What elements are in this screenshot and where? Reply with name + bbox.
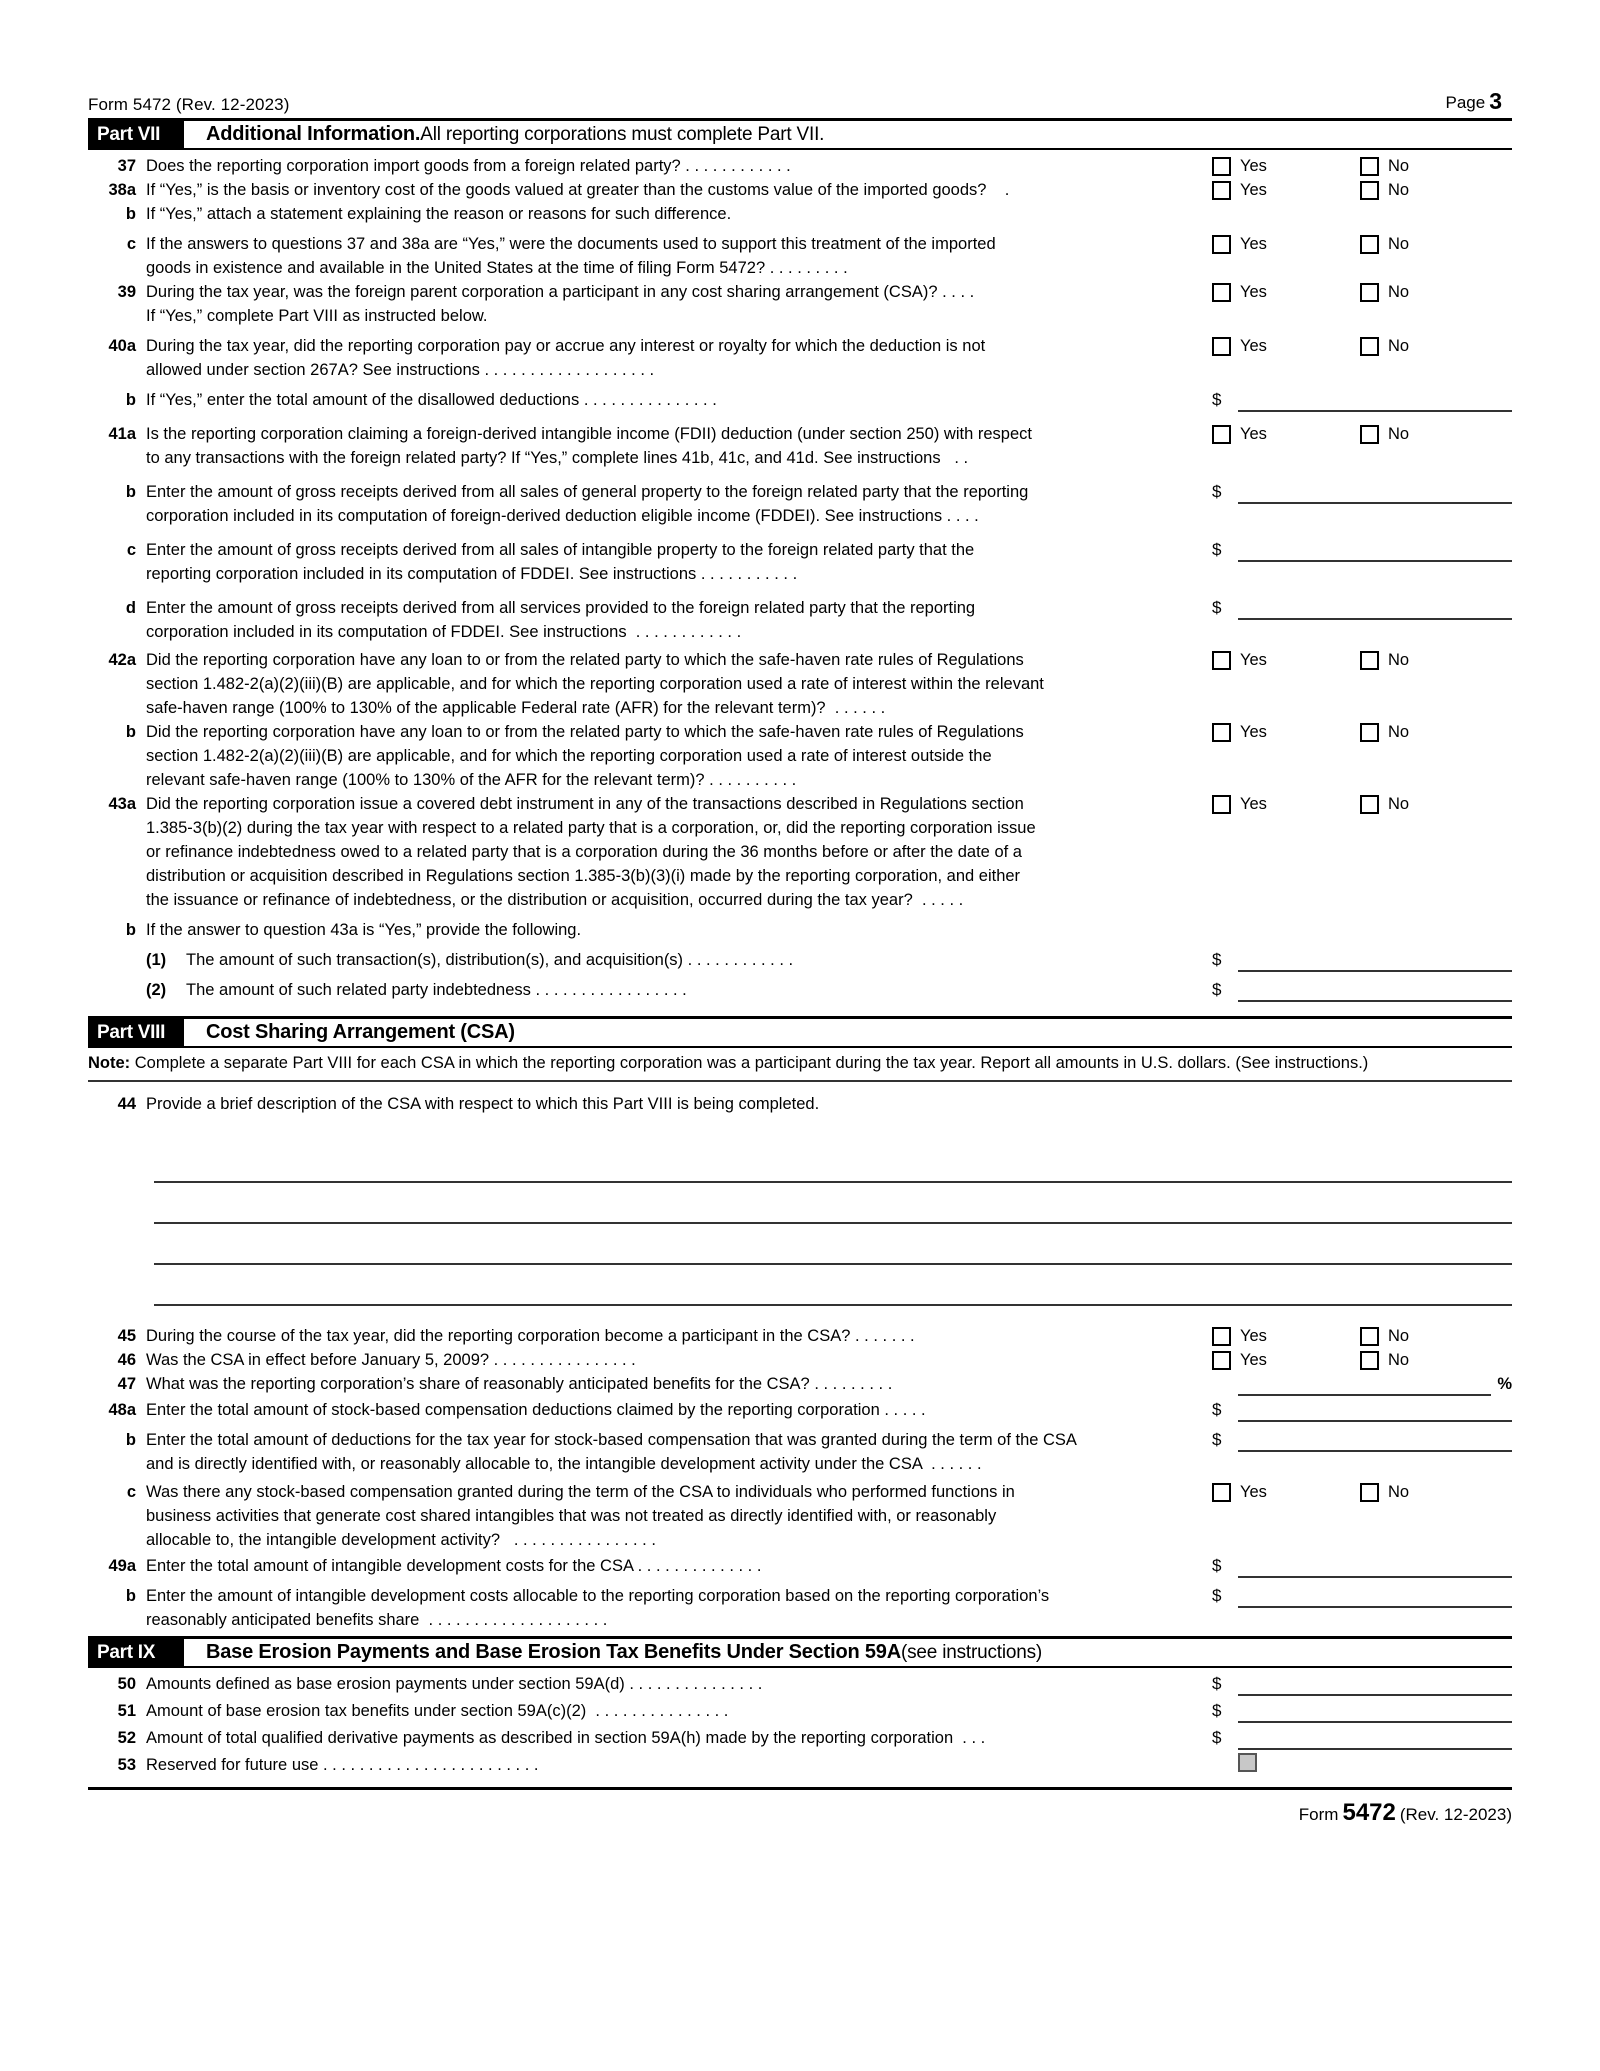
checkbox-icon[interactable] xyxy=(1360,425,1379,444)
line-39-number: 39 xyxy=(117,283,136,301)
line-41c xyxy=(88,538,1512,586)
line-40a-text-1: During the tax year, did the reporting corporation pay or accrue any interest or royalty for which the deduction is not xyxy=(146,337,986,355)
line-43b-text: If the answer to question 43a is “Yes,” provide the following. xyxy=(146,921,582,939)
line-44-writein-3[interactable] xyxy=(154,1224,1512,1265)
line-51 xyxy=(88,1699,1512,1723)
line-38a-text: If “Yes,” is the basis or inventory cost of the goods valued at greater than the customs value of the imported goods? . xyxy=(146,181,1010,199)
line-41d-number: d xyxy=(125,599,136,617)
line-46-answers xyxy=(1212,1348,1512,1372)
line-42a-text-2: section 1.482-2(a)(2)(iii)(B) are applicable, and for which the reporting corporation used a rate of interest within the relevant xyxy=(146,675,1044,693)
line-48a-number: 48a xyxy=(108,1401,136,1419)
line-38a-no[interactable]: No xyxy=(1360,178,1508,202)
dollar-sign: $ xyxy=(1212,980,1222,999)
line-40b-number: b xyxy=(125,391,136,409)
line-48c-text-3: allocable to, the intangible development activity? . . . . . . . . . . . . . . . . xyxy=(146,1531,656,1549)
checkbox-icon[interactable] xyxy=(1360,651,1379,670)
line-43a-text-5: the issuance or refinance of indebtedness, or the distribution or acquisition, occurred during the tax year? . . . . . xyxy=(146,891,964,909)
line-44-writein-4[interactable] xyxy=(154,1265,1512,1306)
line-46-text: Was the CSA in effect before January 5, 2009? . . . . . . . . . . . . . . . . xyxy=(146,1351,636,1369)
line-49b-amount xyxy=(1212,1584,1512,1608)
line-41d-input[interactable] xyxy=(1238,601,1512,620)
line-41d-text-2: corporation included in its computation of FDDEI. See instructions . . . . . . . . . . . . xyxy=(146,623,742,641)
line-48b xyxy=(88,1428,1512,1476)
line-40a-answers xyxy=(1212,334,1512,358)
line-40b-input[interactable] xyxy=(1238,393,1512,412)
checkbox-icon[interactable] xyxy=(1360,283,1379,302)
line-49a-number: 49a xyxy=(108,1557,136,1575)
line-38a-yes[interactable]: Yes xyxy=(1212,178,1360,202)
checkbox-icon[interactable] xyxy=(1212,1483,1231,1502)
line-41a-number: 41a xyxy=(108,425,136,443)
checkbox-icon[interactable] xyxy=(1212,157,1231,176)
line-49a-amount xyxy=(1212,1554,1512,1578)
line-43a-yes[interactable]: Yes xyxy=(1212,792,1360,816)
line-41c-input[interactable] xyxy=(1238,543,1512,562)
spacer xyxy=(88,1002,1512,1016)
line-46-yes[interactable]: Yes xyxy=(1212,1348,1360,1372)
line-39-subtext: If “Yes,” complete Part VIII as instructed below. xyxy=(146,307,488,325)
line-49a-input[interactable] xyxy=(1238,1559,1512,1578)
part-viii-title: Cost Sharing Arrangement (CSA) xyxy=(206,1021,515,1043)
part-viii-banner xyxy=(88,1016,1512,1048)
line-48a-text: Enter the total amount of stock-based compensation deductions claimed by the reporting corporation . . . . . xyxy=(146,1401,926,1419)
dollar-sign: $ xyxy=(1212,482,1222,501)
line-43b-1 xyxy=(88,948,1512,972)
reserved-checkbox-icon xyxy=(1238,1753,1257,1772)
line-47 xyxy=(88,1372,1512,1396)
line-43b-2-input[interactable] xyxy=(1238,983,1512,1002)
line-37-leader: . . . . . . . . . . . . xyxy=(685,157,791,175)
line-44-writein-2[interactable] xyxy=(154,1183,1512,1224)
line-44-text: Provide a brief description of the CSA with respect to which this Part VIII is being completed. xyxy=(146,1095,820,1113)
line-42a-number: 42a xyxy=(108,651,136,669)
line-38c-text-2: goods in existence and available in the United States at the time of filing Form 5472? . . . . . . . . . xyxy=(146,259,848,277)
line-43a-text-2: 1.385-3(b)(2) during the tax year with respect to a related party that is a corporation, or, did the reporting corporation issue xyxy=(146,819,1036,837)
line-49b-text-2: reasonably anticipated benefits share . . . . . . . . . . . . . . . . . . . . xyxy=(146,1611,608,1629)
line-48c-number: c xyxy=(126,1483,136,1501)
form-identifier: Form 5472 (Rev. 12-2023) xyxy=(88,95,290,114)
line-41b-amount xyxy=(1212,480,1512,504)
spacer xyxy=(88,1116,1512,1142)
line-37-number: 37 xyxy=(117,157,136,175)
checkbox-icon[interactable] xyxy=(1212,795,1231,814)
spacer xyxy=(88,1777,1512,1787)
line-39-answers xyxy=(1212,280,1512,304)
line-43a-text-3: or refinance indebtedness owed to a related party that is a corporation during the 36 months before or after the date of a xyxy=(146,843,1022,861)
line-52 xyxy=(88,1726,1512,1750)
line-39-no[interactable]: No xyxy=(1360,280,1508,304)
line-40b-amount xyxy=(1212,388,1512,412)
part-ix-title-rest: (see instructions) xyxy=(900,1641,1043,1663)
footer-form-label: Form xyxy=(1298,1805,1339,1824)
line-41d-text-1: Enter the amount of gross receipts derived from all services provided to the foreign related party that the reporting xyxy=(146,599,976,617)
line-49a-text: Enter the total amount of intangible development costs for the CSA . . . . . . . . . . . . . . xyxy=(146,1557,762,1575)
line-41d-amount xyxy=(1212,596,1512,620)
dollar-sign: $ xyxy=(1212,1556,1222,1575)
part-viii-note xyxy=(88,1048,1512,1080)
line-48b-input[interactable] xyxy=(1238,1433,1512,1452)
line-42b-text-2: section 1.482-2(a)(2)(iii)(B) are applicable, and for which the reporting corporation used a rate of interest outside the xyxy=(146,747,992,765)
line-43b-1-amount xyxy=(1212,948,1512,972)
line-45-text: During the course of the tax year, did the reporting corporation become a participant in the CSA? . . . . . . . xyxy=(146,1327,915,1345)
checkbox-icon[interactable] xyxy=(1360,1351,1379,1370)
line-41b xyxy=(88,480,1512,528)
line-48a-amount xyxy=(1212,1398,1512,1422)
part-vii-title xyxy=(184,121,824,148)
part-vii-title-rest: All reporting corporations must complete Part VII. xyxy=(420,123,825,145)
line-38c-text-1: If the answers to questions 37 and 38a are “Yes,” were the documents used to support this treatment of the imported xyxy=(146,235,996,253)
line-38a xyxy=(88,178,1512,202)
line-43a-no[interactable]: No xyxy=(1360,792,1508,816)
dollar-sign: $ xyxy=(1212,1701,1222,1720)
line-46-no[interactable]: No xyxy=(1360,1348,1508,1372)
line-48c-answers xyxy=(1212,1480,1512,1504)
line-44 xyxy=(88,1092,1512,1116)
line-37-yes[interactable]: Yes xyxy=(1212,154,1360,178)
line-45-yes[interactable]: Yes xyxy=(1212,1324,1360,1348)
line-43b-number: b xyxy=(125,921,136,939)
line-40a-text-2: allowed under section 267A? See instructions . . . . . . . . . . . . . . . . . . . xyxy=(146,361,655,379)
line-41a-text-1: Is the reporting corporation claiming a foreign-derived intangible income (FDII) deduction (under section 250) with respect xyxy=(146,425,1032,443)
line-48a-input[interactable] xyxy=(1238,1403,1512,1422)
line-42a-text-3: safe-haven range (100% to 130% of the applicable Federal rate (AFR) for the relevant term)? . . . . . . xyxy=(146,699,886,717)
line-48c-text-1: Was there any stock-based compensation granted during the term of the CSA to individuals who performed functions in xyxy=(146,1483,1015,1501)
checkbox-icon[interactable] xyxy=(1212,1351,1231,1370)
line-42b xyxy=(88,720,1512,792)
line-38a-number: 38a xyxy=(108,181,136,199)
line-48a xyxy=(88,1398,1512,1422)
line-40a-number: 40a xyxy=(108,337,136,355)
line-43a xyxy=(88,792,1512,912)
line-41a xyxy=(88,422,1512,470)
checkbox-icon[interactable] xyxy=(1212,425,1231,444)
line-51-number: 51 xyxy=(117,1702,136,1720)
line-47-amount xyxy=(1212,1372,1512,1396)
checkbox-icon[interactable] xyxy=(1360,723,1379,742)
line-43b-2-number: (2) xyxy=(146,981,167,999)
line-37-no[interactable]: No xyxy=(1360,154,1508,178)
line-38a-answers xyxy=(1212,178,1512,202)
line-40b xyxy=(88,388,1512,412)
part-ix-tag: Part IX xyxy=(88,1639,184,1666)
line-38b-number: b xyxy=(125,205,136,223)
line-53-text: Reserved for future use . . . . . . . . . . . . . . . . . . . . . . . . xyxy=(146,1756,539,1774)
line-39-text: During the tax year, was the foreign parent corporation a participant in any cost sharing arrangement (CSA)? . . . . xyxy=(146,283,975,301)
footer-revision: (Rev. 12-2023) xyxy=(1399,1805,1512,1824)
line-45 xyxy=(88,1324,1512,1348)
line-46 xyxy=(88,1348,1512,1372)
line-42a-answers xyxy=(1212,648,1512,672)
line-53-amount xyxy=(1212,1753,1512,1774)
line-45-answers xyxy=(1212,1324,1512,1348)
line-41b-input[interactable] xyxy=(1238,485,1512,504)
page-indicator xyxy=(1446,88,1513,115)
page-number: 3 xyxy=(1489,88,1502,114)
line-41b-number: b xyxy=(125,483,136,501)
line-44-number: 44 xyxy=(117,1095,136,1113)
checkbox-icon[interactable] xyxy=(1360,337,1379,356)
line-52-text: Amount of total qualified derivative payments as described in section 59A(h) made by the reporting corporation . . . xyxy=(146,1729,986,1747)
line-45-number: 45 xyxy=(117,1327,136,1345)
line-43a-text-4: distribution or acquisition described in Regulations section 1.385-3(b)(3)(i) made by the reporting corporation, and either xyxy=(146,867,1021,885)
line-37 xyxy=(88,154,1512,178)
line-53 xyxy=(88,1753,1512,1777)
line-52-number: 52 xyxy=(117,1729,136,1747)
line-49a xyxy=(88,1554,1512,1578)
line-48c-yes[interactable]: Yes xyxy=(1212,1480,1360,1504)
line-41c-number: c xyxy=(126,541,136,559)
line-38c-answers xyxy=(1212,232,1512,256)
line-38b-text: If “Yes,” attach a statement explaining the reason or reasons for such difference. xyxy=(146,205,732,223)
line-41a-yes[interactable]: Yes xyxy=(1212,422,1360,446)
line-48c-no[interactable]: No xyxy=(1360,1480,1508,1504)
checkbox-icon[interactable] xyxy=(1360,795,1379,814)
line-49b xyxy=(88,1584,1512,1632)
page-footer xyxy=(88,1790,1512,1827)
line-41a-no[interactable]: No xyxy=(1360,422,1508,446)
line-41b-text-2: corporation included in its computation of foreign-derived deduction eligible income (FDDEI). See instructions . . . . xyxy=(146,507,979,525)
line-52-input[interactable] xyxy=(1238,1731,1512,1750)
line-38c-number: c xyxy=(126,235,136,253)
line-52-amount xyxy=(1212,1726,1512,1750)
footer-form-number: 5472 xyxy=(1342,1799,1396,1826)
line-41b-text-1: Enter the amount of gross receipts derived from all sales of general property to the foreign related party that the reporting xyxy=(146,483,1029,501)
line-50-number: 50 xyxy=(117,1675,136,1693)
line-40a xyxy=(88,334,1512,382)
line-48b-number: b xyxy=(125,1431,136,1449)
checkbox-icon[interactable] xyxy=(1212,181,1231,200)
line-45-no[interactable]: No xyxy=(1360,1324,1508,1348)
dollar-sign: $ xyxy=(1212,390,1222,409)
line-38c-yes[interactable]: Yes xyxy=(1212,232,1360,256)
part-ix-title-bold: Base Erosion Payments and Base Erosion Tax Benefits Under Section 59A xyxy=(206,1641,901,1663)
form-page xyxy=(88,88,1512,1827)
line-50-input[interactable] xyxy=(1238,1677,1512,1696)
percent-sign: % xyxy=(1497,1375,1512,1393)
checkbox-icon[interactable] xyxy=(1212,1327,1231,1346)
checkbox-icon[interactable] xyxy=(1212,283,1231,302)
checkbox-icon[interactable] xyxy=(1360,1327,1379,1346)
line-38c-no[interactable]: No xyxy=(1360,232,1508,256)
line-51-amount xyxy=(1212,1699,1512,1723)
checkbox-icon[interactable] xyxy=(1212,723,1231,742)
line-42b-text-1: Did the reporting corporation have any loan to or from the related party to which the safe-haven rate rules of Regulations xyxy=(146,723,1024,741)
line-42a-yes[interactable]: Yes xyxy=(1212,648,1360,672)
part-ix-banner xyxy=(88,1636,1512,1668)
dollar-sign: $ xyxy=(1212,598,1222,617)
line-40a-yes[interactable]: Yes xyxy=(1212,334,1360,358)
line-42b-answers xyxy=(1212,720,1512,744)
line-37-text: Does the reporting corporation import goods from a foreign related party? . . . . . . . . . . . . xyxy=(146,157,791,175)
line-43b-2-amount xyxy=(1212,978,1512,1002)
page-header xyxy=(88,88,1512,118)
checkbox-icon[interactable] xyxy=(1212,337,1231,356)
line-41c-text-2: reporting corporation included in its computation of FDDEI. See instructions . . . . . . . . . . . xyxy=(146,565,798,583)
line-49b-text-1: Enter the amount of intangible development costs allocable to the reporting corporation based on the reporting corporation’s xyxy=(146,1587,1050,1605)
line-40b-text: If “Yes,” enter the total amount of the disallowed deductions . . . . . . . . . . . . . . . xyxy=(146,391,717,409)
line-42a-text-1: Did the reporting corporation have any loan to or from the related party to which the safe-haven rate rules of Regulations xyxy=(146,651,1024,669)
line-42a-no[interactable]: No xyxy=(1360,648,1508,672)
line-40a-no[interactable]: No xyxy=(1360,334,1508,358)
part-ix-title xyxy=(184,1639,1042,1666)
line-41d xyxy=(88,596,1512,644)
line-42b-no[interactable]: No xyxy=(1360,720,1508,744)
part-vii-title-bold: Additional Information. xyxy=(206,123,421,145)
dollar-sign: $ xyxy=(1212,1728,1222,1747)
line-42b-text-3: relevant safe-haven range (100% to 130% of the AFR for the relevant term)? . . . . . . . . . . xyxy=(146,771,797,789)
line-43b-1-text: The amount of such transaction(s), distribution(s), and acquisition(s) . . . . . . . . . . . . xyxy=(186,951,794,969)
dollar-sign: $ xyxy=(1212,1586,1222,1605)
line-44-writein-1[interactable] xyxy=(154,1142,1512,1183)
line-48c xyxy=(88,1480,1512,1552)
line-43b-2-text: The amount of such related party indebtedness . . . . . . . . . . . . . . . . . xyxy=(186,981,687,999)
line-47-text: What was the reporting corporation’s share of reasonably anticipated benefits for the CSA? . . . . . . . . . xyxy=(146,1375,893,1393)
dollar-sign: $ xyxy=(1212,1430,1222,1449)
line-48c-text-2: business activities that generate cost shared intangibles that was not treated as directly identified with, or reasonably xyxy=(146,1507,997,1525)
checkbox-icon[interactable] xyxy=(1360,1483,1379,1502)
spacer xyxy=(88,1306,1512,1324)
line-41a-text-2: to any transactions with the foreign related party? If “Yes,” complete lines 41b, 41c, and 41d. See instructions . . xyxy=(146,449,969,467)
line-42b-number: b xyxy=(125,723,136,741)
dollar-sign: $ xyxy=(1212,950,1222,969)
line-48b-text-1: Enter the total amount of deductions for the tax year for stock-based compensation that was granted during the term of the CSA xyxy=(146,1431,1077,1449)
line-41c-text-1: Enter the amount of gross receipts derived from all sales of intangible property to the foreign related party that the xyxy=(146,541,975,559)
note-label: Note: xyxy=(88,1054,131,1072)
line-49b-input[interactable] xyxy=(1238,1589,1512,1608)
line-42b-yes[interactable]: Yes xyxy=(1212,720,1360,744)
line-39 xyxy=(88,280,1512,328)
line-50-amount xyxy=(1212,1672,1512,1696)
page-label: Page xyxy=(1445,93,1486,112)
part-viii-tag: Part VIII xyxy=(88,1019,184,1046)
checkbox-icon[interactable] xyxy=(1360,235,1379,254)
line-50-text: Amounts defined as base erosion payments under section 59A(d) . . . . . . . . . . . . . . . xyxy=(146,1675,763,1693)
line-43a-text-1: Did the reporting corporation issue a covered debt instrument in any of the transactions described in Regulations section xyxy=(146,795,1024,813)
line-42a xyxy=(88,648,1512,720)
line-39-yes[interactable]: Yes xyxy=(1212,280,1360,304)
checkbox-icon[interactable] xyxy=(1212,651,1231,670)
line-43b-2 xyxy=(88,978,1512,1002)
dollar-sign: $ xyxy=(1212,1400,1222,1419)
line-47-number: 47 xyxy=(117,1375,136,1393)
line-41a-answers xyxy=(1212,422,1512,446)
part-vii-tag: Part VII xyxy=(88,121,184,148)
dollar-sign: $ xyxy=(1212,1674,1222,1693)
checkbox-icon[interactable] xyxy=(1360,157,1379,176)
checkbox-icon[interactable] xyxy=(1212,235,1231,254)
line-51-input[interactable] xyxy=(1238,1704,1512,1723)
line-53-number: 53 xyxy=(117,1756,136,1774)
checkbox-icon[interactable] xyxy=(1360,181,1379,200)
line-38b xyxy=(88,202,1512,226)
line-38c xyxy=(88,232,1512,280)
line-48b-text-2: and is directly identified with, or reasonably allocable to, the intangible development activity under the CSA . . . . . . xyxy=(146,1455,982,1473)
line-43b-1-input[interactable] xyxy=(1238,953,1512,972)
line-51-text: Amount of base erosion tax benefits under section 59A(c)(2) . . . . . . . . . . . . . . . xyxy=(146,1702,729,1720)
line-49b-number: b xyxy=(125,1587,136,1605)
line-43a-number: 43a xyxy=(108,795,136,813)
note-text: Complete a separate Part VIII for each CSA in which the reporting corporation was a participant during the tax year. Report all amounts in U.S. dollars. (See instructions.) xyxy=(130,1054,1369,1072)
line-46-number: 46 xyxy=(117,1351,136,1369)
line-43a-answers xyxy=(1212,792,1512,816)
line-43b xyxy=(88,918,1512,942)
part-vii-banner xyxy=(88,118,1512,150)
line-47-input[interactable] xyxy=(1238,1377,1491,1396)
line-48b-amount xyxy=(1212,1428,1512,1452)
line-50 xyxy=(88,1672,1512,1696)
line-37-answers xyxy=(1212,154,1512,178)
dollar-sign: $ xyxy=(1212,540,1222,559)
note-divider xyxy=(88,1080,1512,1082)
line-43b-1-number: (1) xyxy=(146,951,167,969)
line-41c-amount xyxy=(1212,538,1512,562)
